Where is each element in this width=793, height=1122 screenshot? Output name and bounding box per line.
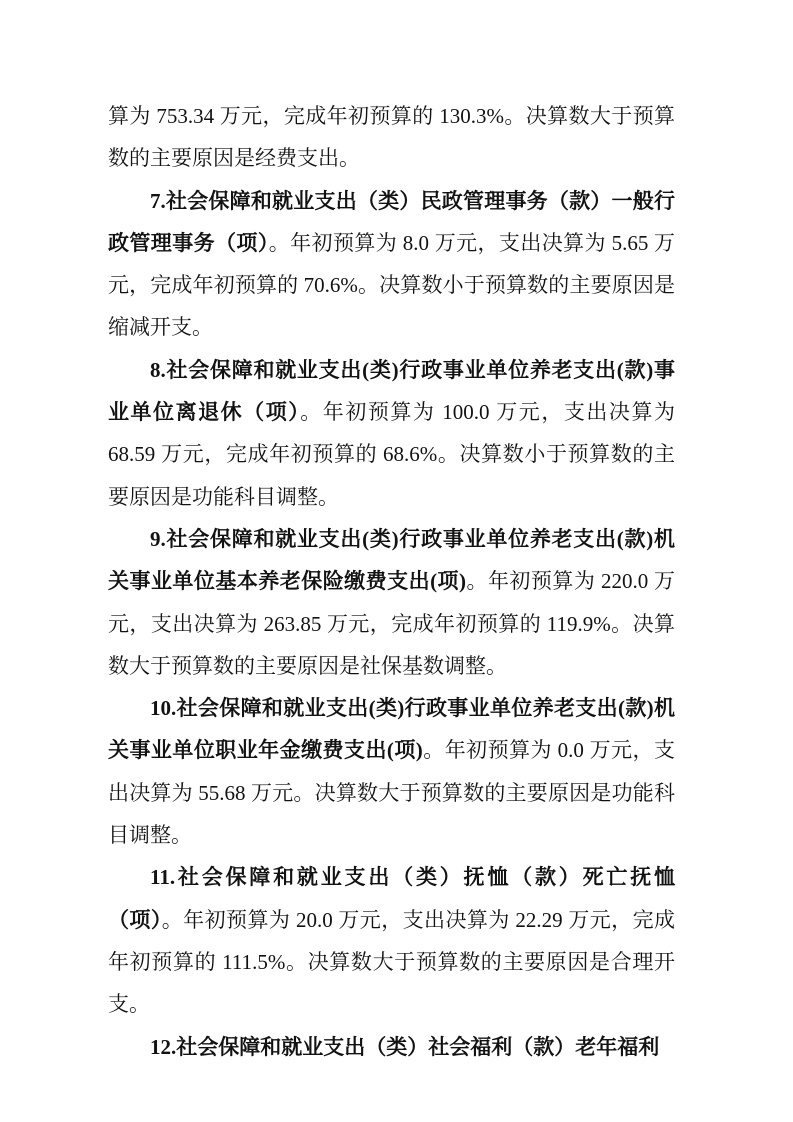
text-run: 。年初预算为 8.0 万元，支出决算为 5.65 万元，完成年初预算的 70.6%。决算数小于预算数的主要原因是缩减开支。 — [108, 230, 676, 340]
heading-run: 7.社会保障和就业支出（类）民政管理事务（款）一般行政管理事务（项） — [108, 188, 675, 255]
text-run: 。年初预算为 20.0 万元，支出决算为 22.29 万元，完成年初预算的 111.5%。决算数大于预算数的主要原因是合理开支。 — [108, 907, 676, 1017]
heading-run: 10.社会保障和就业支出(类)行政事业单位养老支出(款)机关事业单位职业年金缴费支出(项) — [108, 696, 675, 763]
paragraph-9 — [108, 518, 675, 687]
paragraph-11 — [108, 856, 675, 1025]
text-run: 。年初预算为 100.0 万元，支出决算为 68.59 万元，完成年初预算的 68.6%。决算数小于预算数的主要原因是功能科目调整。 — [108, 400, 675, 509]
text-run: 。年初预算为 0.0 万元，支出决算为 55.68 万元。决算数大于预算数的主要原因是功能科目调整。 — [108, 738, 675, 848]
heading-run: 8.社会保障和就业支出(类)行政事业单位养老支出(款)事业单位离退休（项） — [108, 357, 675, 425]
paragraph-10 — [108, 687, 675, 856]
paragraph-12 — [108, 1026, 675, 1068]
paragraph-7 — [108, 180, 675, 349]
heading-run: 12.社会保障和就业支出（类）社会福利（款）老年福利 — [150, 1034, 660, 1059]
paragraph-6-continuation — [108, 95, 675, 180]
paragraph-8 — [108, 349, 675, 518]
text-run: 算为 753.34 万元，完成年初预算的 130.3%。决算数大于预算数的主要原因是经费支出。 — [108, 104, 675, 171]
heading-run: 11.社会保障和就业支出（类）抚恤（款）死亡抚恤（项） — [108, 865, 675, 932]
document-body — [108, 95, 675, 1068]
text-run: 。年初预算为 220.0 万元，支出决算为 263.85 万元，完成年初预算的 119.9%。决算数大于预算数的主要原因是社保基数调整。 — [108, 569, 675, 678]
heading-run: 9.社会保障和就业支出(类)行政事业单位养老支出(款)机关事业单位基本养老保险缴费支出(项) — [108, 526, 675, 594]
